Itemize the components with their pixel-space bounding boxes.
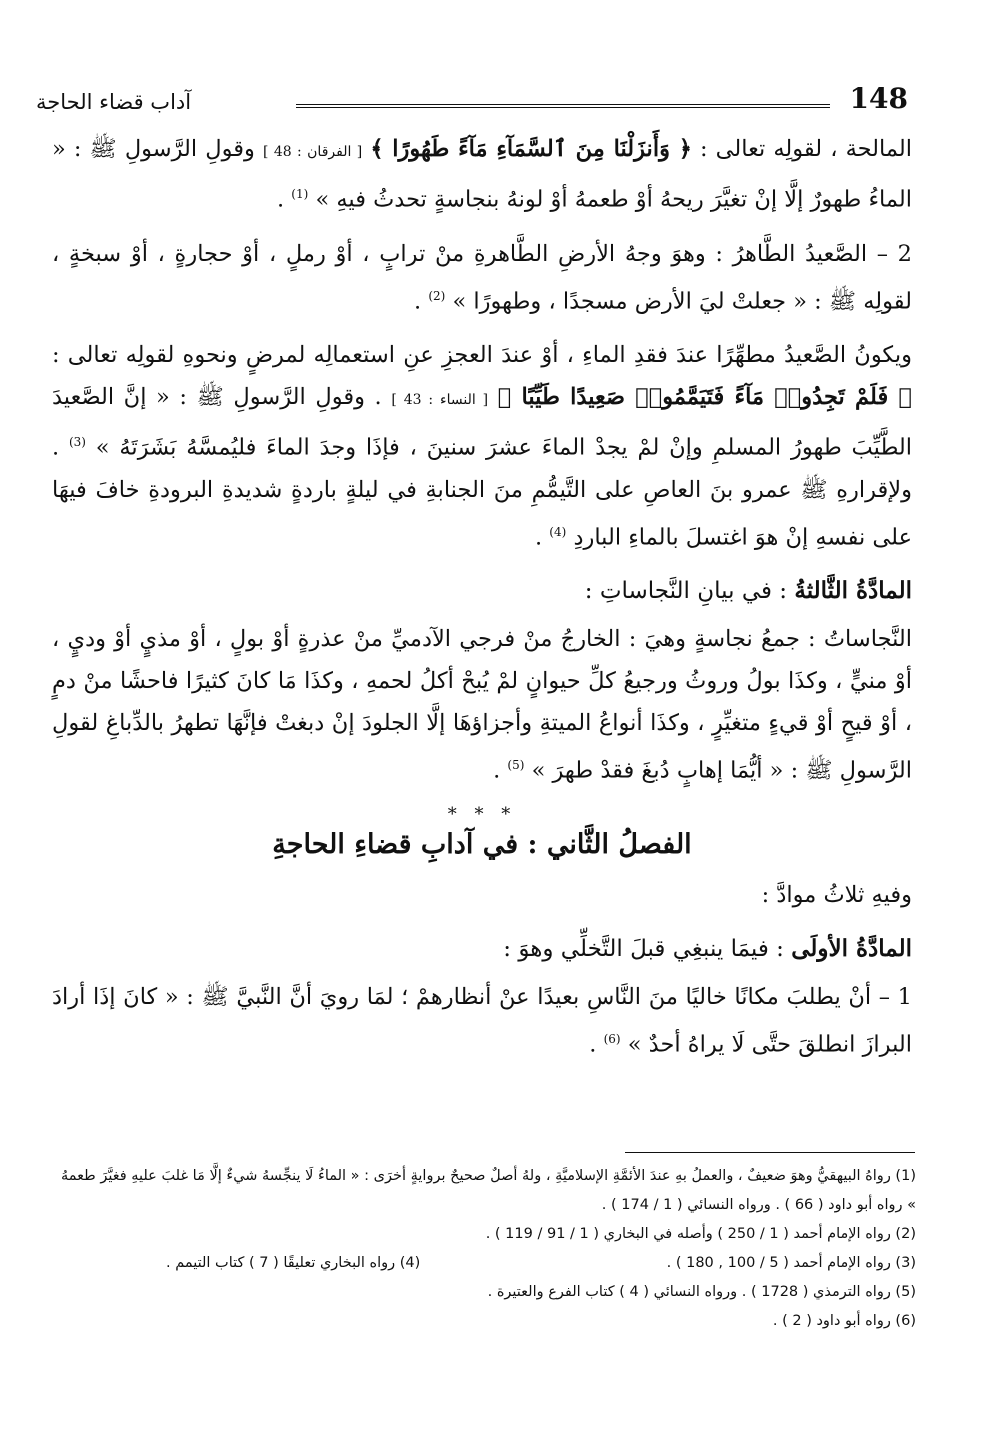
- page-body: [52, 128, 912, 1077]
- section-subtitle: : فيمَا ينبغِي قبلَ التَّخلِّي وهوَ :: [503, 935, 792, 962]
- footnote-6: (6) رواه أبو داود ( 2 ) .: [772, 1313, 916, 1329]
- section-subtitle: : في بيانِ النَّجاساتِ :: [584, 578, 795, 604]
- running-title: آداب قضاء الحاجة: [36, 90, 192, 114]
- paragraph-text: 2 – الصَّعيدُ الطَّاهرُ : وهوَ وجهُ الأرضِ الطَّاهرةِ منْ ترابٍ ، أوْ رملٍ ، أوْ حجارةٍ ، أوْ سبخةٍ ، لقولِه ﷺ : « جعلتْ ليَ الأرض مسجدًا ، وطهورًا »: [52, 240, 912, 314]
- paragraph-end: .: [493, 757, 508, 784]
- section-title: المادَّةُ الأولَى: [791, 934, 912, 962]
- header-rule: [296, 104, 830, 108]
- paragraph-text: النَّجاساتُ : جمعُ نجاسةٍ وهيَ : الخارجُ منْ فرجي الآدميِّ منْ عذرةٍ أوْ بولٍ ، أوْ مذيٍ أوْ وديٍ ، أوْ منيٍّ ، وكذَا بولُ وروثُ ورجيعُ كلِّ حيوانٍ لمْ يُبحْ أكلُ لحمهِ ، وكذَا مَا كانَ كثيرًا فاحشًا منْ دمٍ ، أوْ قيحٍ أوْ قيءٍ متغيِّرٍ ، وكذَا أنواعُ الميتةِ وأجزاؤهَا إلَّا الجلودَ إنْ دبغتْ فإنَّهَا تطهرُ بالدِّباغِ لقولِ الرَّسولِ ﷺ : « أيُّمَا إهابٍ دُبغَ فقدْ طهرَ »: [52, 626, 912, 784]
- paragraph-text: 1 – أنْ يطلبَ مكانًا خاليًا منَ النَّاسِ بعيدًا عنْ أنظارهمْ ؛ لمَا رويَ أنَّ النَّبيَّ ﷺ : « كانَ إذَا أرادَ البرازَ انطلقَ حتَّى لَا يراهُ أحدٌ »: [52, 983, 912, 1057]
- footnote-marker: (3): [68, 435, 86, 449]
- paragraph-text: . وقولِ الرَّسولِ ﷺ : « إنَّ الصَّعيدَ الطَّيِّبَ طهورُ المسلمِ وإنْ لمْ يجدْ الماءَ عشرَ سنينَ ، فإذَا وجدَ الماءَ فليُمسَّهُ بَشَرَتَهُ »: [52, 384, 913, 461]
- footnote-row: [56, 1249, 916, 1278]
- section-heading-third: [52, 570, 912, 612]
- footnote-marker: (5): [507, 758, 525, 772]
- paragraph-text: وقولِ الرَّسولِ ﷺ : « الماءُ طهورٌ إلَّا إنْ تغيَّرَ ريحهُ أوْ طعمهُ أوْ لونهُ بنجاسةٍ تحدثُ فيهِ »: [52, 136, 912, 213]
- chapter-title: الفصلُ الثَّاني : في آدابِ قضاءِ الحاجةِ: [272, 828, 692, 860]
- footnote-4: (4) رواه البخاري تعليقًا ( 7 ) كتاب التيمم .: [166, 1255, 421, 1271]
- quran-verse: ﴿ وَأَنزَلْنَا مِنَ ٱلسَّمَآءِ مَآءً طَهُورًا ﴾: [370, 136, 692, 162]
- verse-reference: [ الفرقان : 48 ]: [262, 144, 363, 160]
- paragraph-tayammum: [52, 334, 912, 558]
- paragraph-text: . ولإقرارهِ ﷺ عمرو بنَ العاصِ على التَّيمُّمِ منَ الجنابةِ في ليلةٍ باردةٍ شديدةِ البرودةِ خافَ فيهَا على نفسهِ إنْ هوَ اغتسلَ بالماءِ الباردِ: [52, 434, 912, 550]
- section-heading-first: [52, 928, 912, 970]
- footnote-1: (1) رواهُ البيهقيُّ وهوَ ضعيفٌ ، والعملُ بهِ عندَ الأئمَّةِ الإسلاميَّةِ ، ولهُ أصلٌ صحيحٌ بروايةٍ أخرَى : « الماءُ لَا ينجِّسهُ شيءٌ إلَّا مَا غلبَ عليهِ فغيَّرَ طعمهُ » رواه أبو داود ( 66 ) . ورواه النسائي ( 1 / 174 ) .: [61, 1168, 916, 1213]
- footnote-rule: [625, 1152, 915, 1153]
- paragraph-end: .: [276, 186, 292, 213]
- paragraph-seclusion: [52, 976, 912, 1066]
- asterism-separator: * * *: [447, 803, 517, 825]
- chapter-intro: وفيهِ ثلاثُ موادَّ :: [761, 881, 912, 908]
- footnote-marker: (2): [428, 288, 446, 303]
- footnote-marker: (4): [549, 524, 567, 539]
- paragraph-end: .: [534, 524, 550, 550]
- footnote-2: (2) رواه الإمام أحمد ( 1 / 250 ) وأصله في البخاري ( 1 / 91 / 119 ) .: [485, 1226, 916, 1242]
- footnotes: [56, 1162, 916, 1336]
- verse-reference: [ النساء : 43 ]: [391, 392, 489, 408]
- paragraph-impurities: [52, 618, 912, 792]
- paragraph-soil: [52, 233, 912, 323]
- quran-verse: ﴿ فَلَمْ تَجِدُوا۟ مَآءً فَتَيَمَّمُوا۟ صَعِيدًا طَيِّبًا ﴾: [497, 384, 913, 410]
- footnote-5: (5) رواه الترمذي ( 1728 ) . ورواه النسائي ( 4 ) كتاب الفرع والعتيرة .: [487, 1284, 916, 1300]
- paragraph-end: .: [589, 1031, 604, 1057]
- paragraph-text: المالحة ، لقولِه تعالى :: [691, 136, 913, 162]
- section-title: المادَّةُ الثَّالثةُ: [794, 577, 912, 604]
- footnote-marker: (1): [291, 187, 309, 201]
- paragraph-text: ويكونُ الصَّعيدُ مطهِّرًا عندَ فقدِ الماءِ ، أوْ عندَ العجزِ عنِ استعمالِه لمرضٍ ونحوهِ لقولِه تعالى :: [52, 342, 912, 368]
- paragraph-end: .: [414, 288, 429, 314]
- footnote-marker: (6): [603, 1031, 621, 1046]
- footnote-3: (3) رواه الإمام أحمد ( 5 / 100 , 180 ) .: [666, 1255, 916, 1271]
- page-header: [36, 78, 908, 118]
- page-number: 148: [849, 82, 908, 115]
- paragraph-water: [52, 128, 912, 221]
